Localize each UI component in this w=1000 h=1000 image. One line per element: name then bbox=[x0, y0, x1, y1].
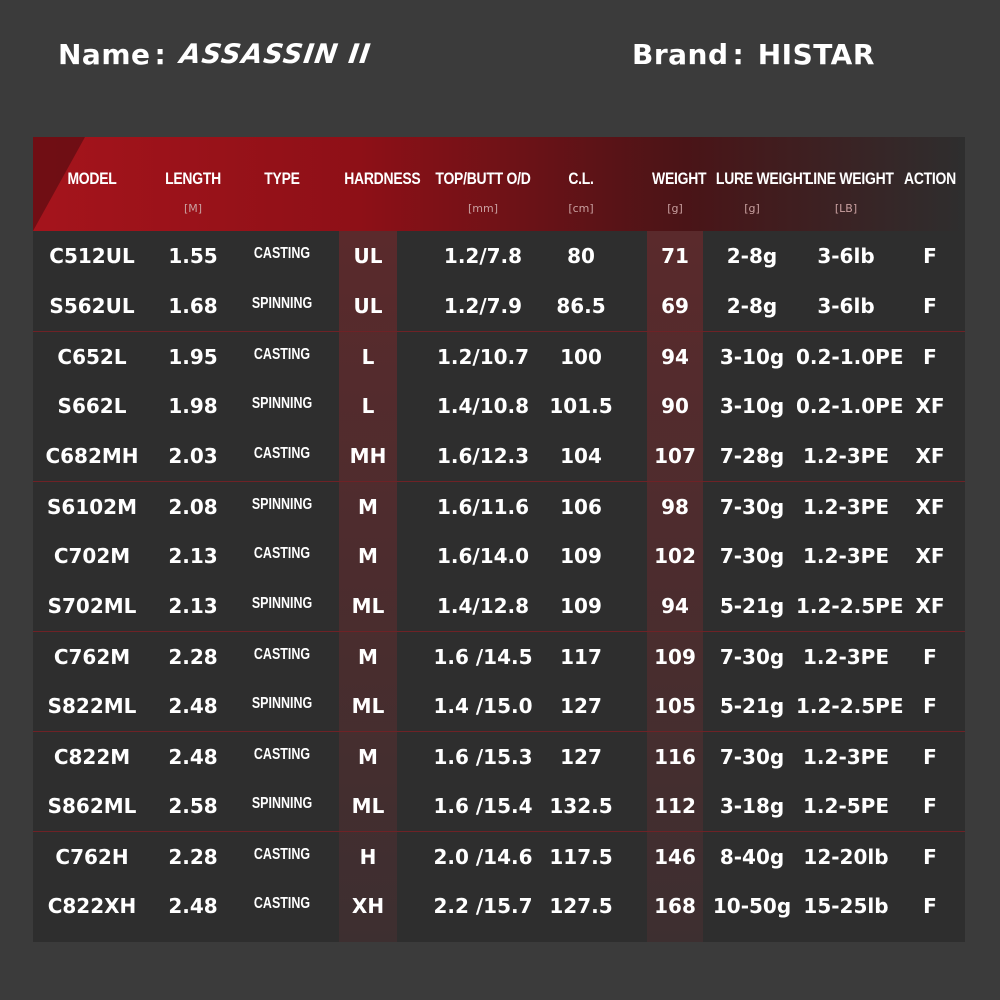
col-unit-cl: [cm] bbox=[568, 202, 594, 215]
cell-action: F bbox=[923, 894, 937, 918]
cell-action: F bbox=[923, 345, 937, 369]
cell-length: 2.13 bbox=[168, 594, 218, 618]
col-header-model: MODEL bbox=[67, 169, 117, 188]
cell-line-weight: 0.2-1.0PE bbox=[796, 345, 904, 369]
cell-line-weight: 15-25lb bbox=[803, 894, 889, 918]
product-name-logo: ASSASSIN II bbox=[177, 39, 373, 70]
cell-action: XF bbox=[915, 544, 945, 568]
cell-lure-weight: 5-21g bbox=[719, 694, 785, 718]
cell-weight: 168 bbox=[654, 894, 696, 918]
cell-line-weight: 1.2-3PE bbox=[803, 544, 889, 568]
cell-model: C822XH bbox=[47, 894, 137, 918]
cell-weight: 112 bbox=[654, 794, 696, 818]
cell-type: SPINNING bbox=[251, 496, 313, 513]
cell-action: F bbox=[923, 294, 937, 318]
name-separator: : bbox=[154, 38, 166, 71]
cell-line-weight: 1.2-3PE bbox=[803, 645, 889, 669]
cell-od: 1.2/7.8 bbox=[443, 244, 523, 268]
cell-line-weight: 1.2-3PE bbox=[803, 495, 889, 519]
cell-hardness: UL bbox=[353, 244, 383, 268]
cell-hardness: H bbox=[359, 845, 377, 869]
cell-weight: 94 bbox=[661, 594, 689, 618]
cell-model: S862ML bbox=[47, 794, 137, 818]
cell-cl: 80 bbox=[567, 244, 595, 268]
cell-cl: 127.5 bbox=[549, 894, 613, 918]
table-row bbox=[33, 831, 965, 882]
cell-od: 1.2/7.9 bbox=[443, 294, 523, 318]
cell-cl: 101.5 bbox=[549, 394, 613, 418]
cell-hardness: M bbox=[358, 745, 378, 769]
cell-lure-weight: 2-8g bbox=[726, 294, 778, 318]
cell-weight: 98 bbox=[661, 495, 689, 519]
cell-line-weight: 0.2-1.0PE bbox=[796, 394, 904, 418]
table-body bbox=[33, 231, 965, 942]
cell-line-weight: 1.2-3PE bbox=[803, 444, 889, 468]
cell-lure-weight: 10-50g bbox=[712, 894, 792, 918]
cell-length: 2.13 bbox=[168, 544, 218, 568]
brand-name: HISTAR bbox=[757, 38, 875, 71]
cell-length: 1.55 bbox=[168, 244, 218, 268]
cell-length: 2.03 bbox=[168, 444, 218, 468]
cell-model: C652L bbox=[57, 345, 127, 369]
cell-action: F bbox=[923, 694, 937, 718]
table-row bbox=[33, 231, 965, 281]
cell-lure-weight: 7-30g bbox=[719, 645, 785, 669]
cell-weight: 90 bbox=[661, 394, 689, 418]
cell-cl: 117 bbox=[560, 645, 602, 669]
cell-length: 1.68 bbox=[168, 294, 218, 318]
cell-type: CASTING bbox=[253, 545, 311, 562]
cell-length: 2.28 bbox=[168, 845, 218, 869]
table-row bbox=[33, 331, 965, 382]
table-row bbox=[33, 481, 965, 532]
cell-od: 1.6 /14.5 bbox=[433, 645, 533, 669]
cell-weight: 109 bbox=[654, 645, 696, 669]
col-unit-line-weight: [LB] bbox=[834, 202, 858, 215]
cell-cl: 132.5 bbox=[549, 794, 613, 818]
cell-hardness: XH bbox=[351, 894, 385, 918]
cell-lure-weight: 7-30g bbox=[719, 544, 785, 568]
cell-lure-weight: 5-21g bbox=[719, 594, 785, 618]
cell-type: CASTING bbox=[253, 846, 311, 863]
cell-length: 2.48 bbox=[168, 694, 218, 718]
table-row bbox=[33, 281, 965, 331]
cell-lure-weight: 3-18g bbox=[719, 794, 785, 818]
cell-lure-weight: 2-8g bbox=[726, 244, 778, 268]
spec-table bbox=[33, 137, 965, 942]
cell-cl: 104 bbox=[560, 444, 602, 468]
brand-separator: : bbox=[732, 38, 744, 71]
cell-line-weight: 3-6lb bbox=[817, 244, 875, 268]
cell-weight: 69 bbox=[661, 294, 689, 318]
col-unit-length: [M] bbox=[183, 202, 203, 215]
cell-model: C762H bbox=[55, 845, 129, 869]
col-unit-weight: [g] bbox=[667, 202, 683, 215]
cell-model: C512UL bbox=[49, 244, 135, 268]
cell-line-weight: 1.2-2.5PE bbox=[796, 694, 904, 718]
cell-type: CASTING bbox=[253, 245, 311, 262]
cell-od: 2.2 /15.7 bbox=[433, 894, 533, 918]
col-unit-od: [mm] bbox=[467, 202, 498, 215]
cell-length: 2.58 bbox=[168, 794, 218, 818]
cell-action: F bbox=[923, 244, 937, 268]
cell-type: SPINNING bbox=[251, 695, 313, 712]
table-row bbox=[33, 631, 965, 682]
cell-hardness: L bbox=[361, 345, 375, 369]
cell-od: 1.6 /15.3 bbox=[433, 745, 533, 769]
cell-od: 1.6/12.3 bbox=[436, 444, 530, 468]
cell-hardness: M bbox=[358, 645, 378, 669]
cell-hardness: MH bbox=[349, 444, 387, 468]
cell-cl: 86.5 bbox=[556, 294, 606, 318]
cell-lure-weight: 8-40g bbox=[719, 845, 785, 869]
col-header-action: ACTION bbox=[904, 169, 956, 188]
cell-length: 2.08 bbox=[168, 495, 218, 519]
cell-cl: 127 bbox=[560, 694, 602, 718]
cell-action: F bbox=[923, 745, 937, 769]
cell-od: 1.6 /15.4 bbox=[433, 794, 533, 818]
cell-hardness: M bbox=[358, 544, 378, 568]
cell-type: SPINNING bbox=[251, 395, 313, 412]
cell-model: S702ML bbox=[47, 594, 137, 618]
cell-weight: 107 bbox=[654, 444, 696, 468]
cell-line-weight: 1.2-5PE bbox=[803, 794, 889, 818]
table-row bbox=[33, 681, 965, 731]
cell-type: CASTING bbox=[253, 445, 311, 462]
cell-lure-weight: 7-28g bbox=[719, 444, 785, 468]
cell-model: S562UL bbox=[49, 294, 135, 318]
cell-weight: 102 bbox=[654, 544, 696, 568]
cell-length: 2.28 bbox=[168, 645, 218, 669]
product-name-group bbox=[58, 38, 371, 71]
col-header-weight: WEIGHT bbox=[652, 169, 707, 188]
cell-line-weight: 1.2-2.5PE bbox=[796, 594, 904, 618]
cell-od: 2.0 /14.6 bbox=[433, 845, 533, 869]
cell-action: F bbox=[923, 645, 937, 669]
cell-type: CASTING bbox=[253, 895, 311, 912]
cell-weight: 146 bbox=[654, 845, 696, 869]
col-header-cl: C.L. bbox=[568, 169, 594, 188]
cell-cl: 117.5 bbox=[549, 845, 613, 869]
cell-model: C762M bbox=[53, 645, 131, 669]
cell-action: F bbox=[923, 845, 937, 869]
cell-weight: 105 bbox=[654, 694, 696, 718]
name-label: Name bbox=[58, 38, 151, 71]
table-row bbox=[33, 781, 965, 831]
cell-model: C702M bbox=[53, 544, 131, 568]
cell-cl: 100 bbox=[560, 345, 602, 369]
table-row bbox=[33, 381, 965, 431]
table-row bbox=[33, 881, 965, 931]
cell-action: XF bbox=[915, 444, 945, 468]
cell-cl: 106 bbox=[560, 495, 602, 519]
table-row bbox=[33, 531, 965, 581]
cell-lure-weight: 3-10g bbox=[719, 394, 785, 418]
cell-length: 1.95 bbox=[168, 345, 218, 369]
table-header bbox=[33, 137, 965, 231]
cell-action: XF bbox=[915, 495, 945, 519]
cell-model: S6102M bbox=[47, 495, 137, 519]
col-header-type: TYPE bbox=[264, 169, 300, 188]
cell-length: 2.48 bbox=[168, 894, 218, 918]
cell-type: SPINNING bbox=[251, 295, 313, 312]
cell-hardness: M bbox=[358, 495, 378, 519]
cell-action: XF bbox=[915, 594, 945, 618]
cell-od: 1.4 /15.0 bbox=[433, 694, 533, 718]
cell-weight: 94 bbox=[661, 345, 689, 369]
cell-length: 1.98 bbox=[168, 394, 218, 418]
cell-hardness: ML bbox=[351, 794, 385, 818]
table-row bbox=[33, 731, 965, 782]
cell-hardness: UL bbox=[353, 294, 383, 318]
cell-lure-weight: 3-10g bbox=[719, 345, 785, 369]
brand-label: Brand bbox=[632, 38, 729, 71]
col-header-length: LENGTH bbox=[165, 169, 221, 188]
cell-type: CASTING bbox=[253, 346, 311, 363]
cell-type: SPINNING bbox=[251, 795, 313, 812]
cell-model: S662L bbox=[57, 394, 127, 418]
cell-cl: 109 bbox=[560, 544, 602, 568]
table-row bbox=[33, 431, 965, 481]
cell-od: 1.6/11.6 bbox=[436, 495, 530, 519]
cell-model: S822ML bbox=[47, 694, 137, 718]
cell-od: 1.4/10.8 bbox=[436, 394, 530, 418]
cell-weight: 116 bbox=[654, 745, 696, 769]
cell-hardness: ML bbox=[351, 694, 385, 718]
cell-lure-weight: 7-30g bbox=[719, 495, 785, 519]
col-header-hardness: HARDNESS bbox=[344, 169, 421, 188]
cell-od: 1.4/12.8 bbox=[436, 594, 530, 618]
col-unit-lure-weight: [g] bbox=[744, 202, 760, 215]
cell-lure-weight: 7-30g bbox=[719, 745, 785, 769]
cell-type: CASTING bbox=[253, 746, 311, 763]
cell-hardness: L bbox=[361, 394, 375, 418]
col-header-od: TOP/BUTT O/D bbox=[435, 169, 531, 188]
cell-action: XF bbox=[915, 394, 945, 418]
cell-model: C822M bbox=[53, 745, 131, 769]
cell-line-weight: 1.2-3PE bbox=[803, 745, 889, 769]
cell-weight: 71 bbox=[661, 244, 689, 268]
cell-line-weight: 3-6lb bbox=[817, 294, 875, 318]
col-header-line-weight: LINE WEIGHT bbox=[805, 169, 894, 188]
cell-hardness: ML bbox=[351, 594, 385, 618]
cell-line-weight: 12-20lb bbox=[803, 845, 889, 869]
brand-group bbox=[632, 38, 875, 71]
cell-type: SPINNING bbox=[251, 595, 313, 612]
cell-od: 1.6/14.0 bbox=[436, 544, 530, 568]
cell-od: 1.2/10.7 bbox=[436, 345, 530, 369]
cell-cl: 127 bbox=[560, 745, 602, 769]
cell-type: CASTING bbox=[253, 646, 311, 663]
title-bar bbox=[58, 38, 1000, 82]
cell-model: C682MH bbox=[45, 444, 139, 468]
cell-cl: 109 bbox=[560, 594, 602, 618]
col-header-lure-weight: LURE WEIGHT bbox=[715, 169, 811, 188]
table-row bbox=[33, 581, 965, 631]
cell-length: 2.48 bbox=[168, 745, 218, 769]
cell-action: F bbox=[923, 794, 937, 818]
